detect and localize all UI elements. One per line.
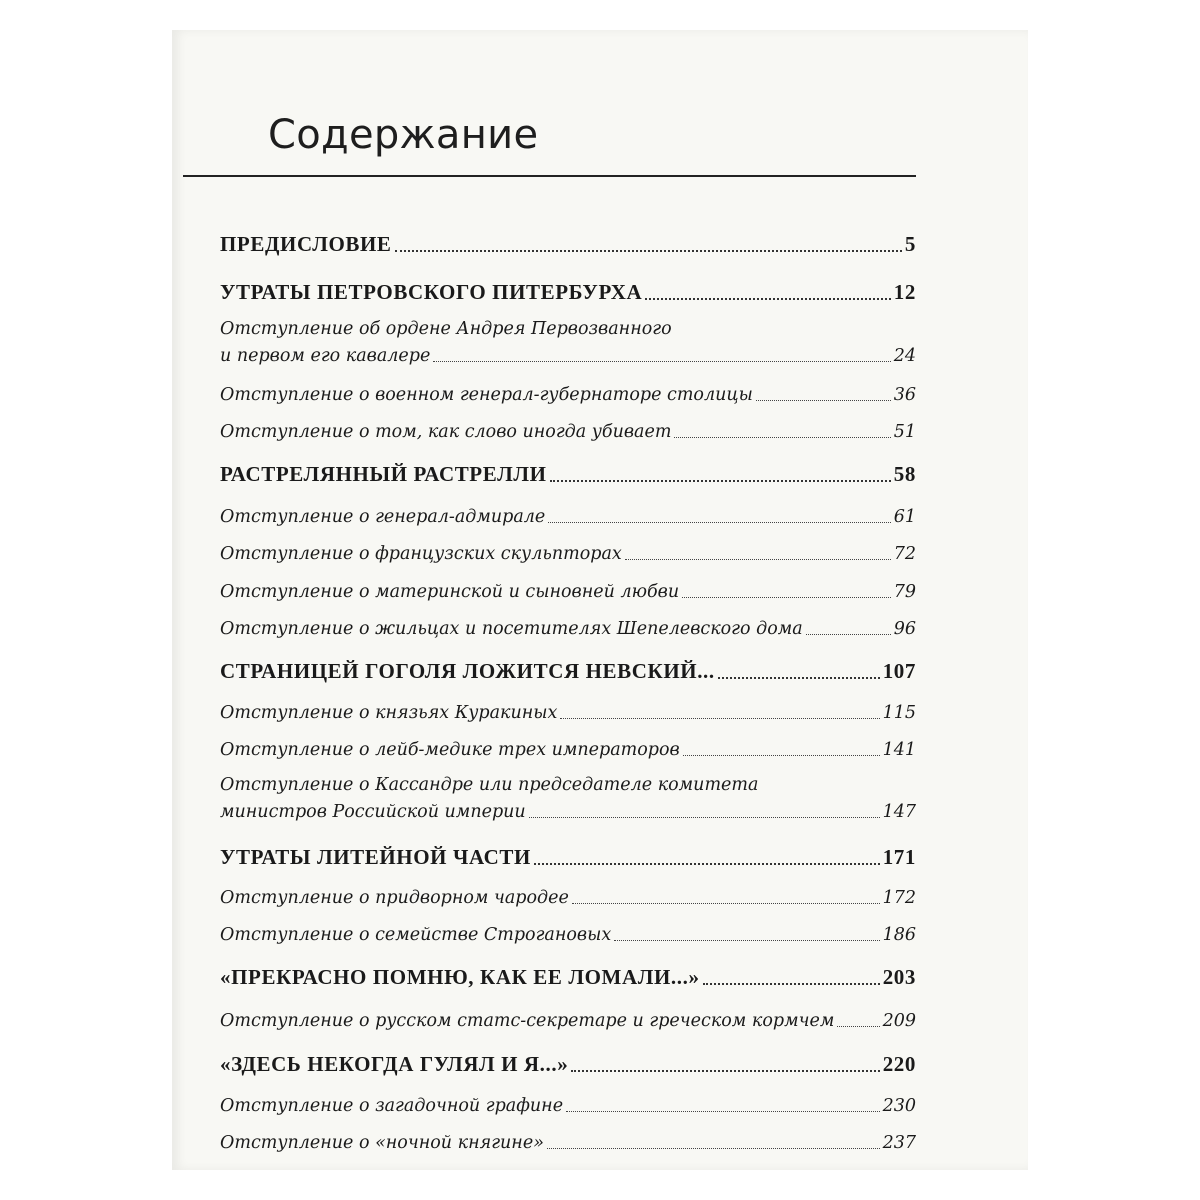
- dot-leader: [550, 480, 891, 482]
- toc-page-number: 96: [893, 619, 916, 639]
- toc-entry-title: СТРАНИЦЕЙ ГОГОЛЯ ЛОЖИТСЯ НЕВСКИЙ...: [220, 659, 715, 683]
- toc-chapter: [220, 965, 916, 990]
- dot-leader: [625, 559, 891, 560]
- toc-subsection: [220, 888, 916, 908]
- page-title: Содержание: [268, 112, 539, 158]
- toc-entry-title: Отступление о придворном чародее: [220, 888, 569, 908]
- toc-page-number: 5: [904, 232, 916, 256]
- toc-subsection: [220, 1133, 916, 1153]
- dot-leader: [433, 361, 890, 362]
- toc-page-number: 171: [882, 845, 916, 869]
- toc-page-number: 115: [882, 703, 916, 723]
- toc-page-number: 220: [882, 1052, 916, 1076]
- dot-leader: [560, 718, 879, 719]
- toc-entry-title: РАСТРЕЛЯННЫЙ РАСТРЕЛЛИ: [220, 462, 547, 486]
- toc-page-number: 186: [882, 925, 916, 945]
- dot-leader: [614, 940, 879, 941]
- toc-page-number: 36: [893, 385, 916, 405]
- toc-chapter: [220, 845, 916, 870]
- toc-entry-title: Отступление о загадочной графине: [220, 1096, 564, 1116]
- toc-entry-first-line: Отступление о Кассандре или председателе комитета: [220, 775, 759, 795]
- toc-entry-title: Отступление о материнской и сыновней любви: [220, 582, 680, 602]
- toc-entry-title: Отступление о французских скульпторах: [220, 544, 622, 564]
- toc-entry-title: ПРЕДИСЛОВИЕ: [220, 232, 392, 256]
- dot-leader: [572, 903, 880, 904]
- dot-leader: [718, 677, 880, 679]
- toc-entry-title: и первом его кавалере: [220, 346, 431, 366]
- toc-entry-title: Отступление о генерал-адмирале: [220, 507, 546, 527]
- toc-entry-title: Отступление о семействе Строгановых: [220, 925, 612, 945]
- toc-page-number: 51: [893, 422, 916, 442]
- toc-entry-title: УТРАТЫ ЛИТЕЙНОЙ ЧАСТИ: [220, 845, 531, 869]
- toc-chapter: [220, 659, 916, 684]
- toc-entry-title: Отступление о князьях Куракиных: [220, 703, 558, 723]
- toc-page-number: 12: [893, 280, 916, 304]
- toc-subsection: [220, 925, 916, 945]
- toc-subsection: [220, 740, 916, 760]
- dot-leader: [674, 437, 890, 438]
- toc-entry-title: Отступление о том, как слово иногда убивает: [220, 422, 672, 442]
- toc-subsection: [220, 802, 916, 822]
- toc-chapter: [220, 462, 916, 487]
- toc-entry-title: «ЗДЕСЬ НЕКОГДА ГУЛЯЛ И Я...»: [220, 1052, 569, 1076]
- toc-subsection: [220, 582, 916, 602]
- dot-leader: [682, 597, 891, 598]
- toc-subsection: [220, 619, 916, 639]
- toc-page-number: 237: [882, 1133, 916, 1153]
- dot-leader: [548, 522, 890, 523]
- toc-page-number: 107: [882, 659, 916, 683]
- toc-entry-title: Отступление о лейб-медике трех императоров: [220, 740, 680, 760]
- toc-page-number: 209: [882, 1011, 916, 1031]
- toc-chapter: [220, 232, 916, 257]
- toc-subsection: [220, 385, 916, 405]
- toc-subsection: [220, 544, 916, 564]
- toc-entry-title: Отступление о «ночной княгине»: [220, 1133, 544, 1153]
- dot-leader: [756, 400, 891, 401]
- toc-entry-title: «ПРЕКРАСНО ПОМНЮ, КАК ЕЕ ЛОМАЛИ...»: [220, 965, 700, 989]
- toc-page-number: 230: [882, 1096, 916, 1116]
- dot-leader: [529, 817, 880, 818]
- toc-entry-first-line: Отступление об ордене Андрея Первозванного: [220, 319, 672, 339]
- toc-entry-title: министров Российской империи: [220, 802, 526, 822]
- toc-entry-title: Отступление о русском статс-секретаре и греческом кормчем: [220, 1011, 835, 1031]
- toc-page-number: 61: [893, 507, 916, 527]
- dot-leader: [547, 1148, 880, 1149]
- toc-page-number: 147: [882, 802, 916, 822]
- dot-leader: [703, 983, 880, 985]
- dot-leader: [683, 755, 880, 756]
- toc-subsection: [220, 507, 916, 527]
- toc-entry-title: Отступление о военном генерал-губернаторе столицы: [220, 385, 753, 405]
- toc-subsection: [220, 346, 916, 366]
- toc-page-number: 172: [882, 888, 916, 908]
- dot-leader: [645, 298, 891, 300]
- toc-chapter: [220, 280, 916, 305]
- toc-subsection: [220, 422, 916, 442]
- dot-leader: [395, 250, 902, 252]
- toc-page-number: 79: [893, 582, 916, 602]
- toc-page-number: 72: [893, 544, 916, 564]
- dot-leader: [837, 1026, 879, 1027]
- toc-subsection: [220, 1011, 916, 1031]
- toc-chapter: [220, 1052, 916, 1077]
- dot-leader: [534, 863, 880, 865]
- toc-page-number: 58: [893, 462, 916, 486]
- toc-subsection: [220, 1096, 916, 1116]
- dot-leader: [806, 634, 891, 635]
- toc-page-number: 141: [882, 740, 916, 760]
- toc-entry-title: УТРАТЫ ПЕТРОВСКОГО ПИТЕРБУРХА: [220, 280, 643, 304]
- toc-page-number: 203: [882, 965, 916, 989]
- dot-leader: [571, 1070, 879, 1072]
- dot-leader: [566, 1111, 880, 1112]
- toc-entry-title: Отступление о жильцах и посетителях Шепелевского дома: [220, 619, 803, 639]
- toc-page-number: 24: [893, 346, 916, 366]
- toc-subsection: [220, 703, 916, 723]
